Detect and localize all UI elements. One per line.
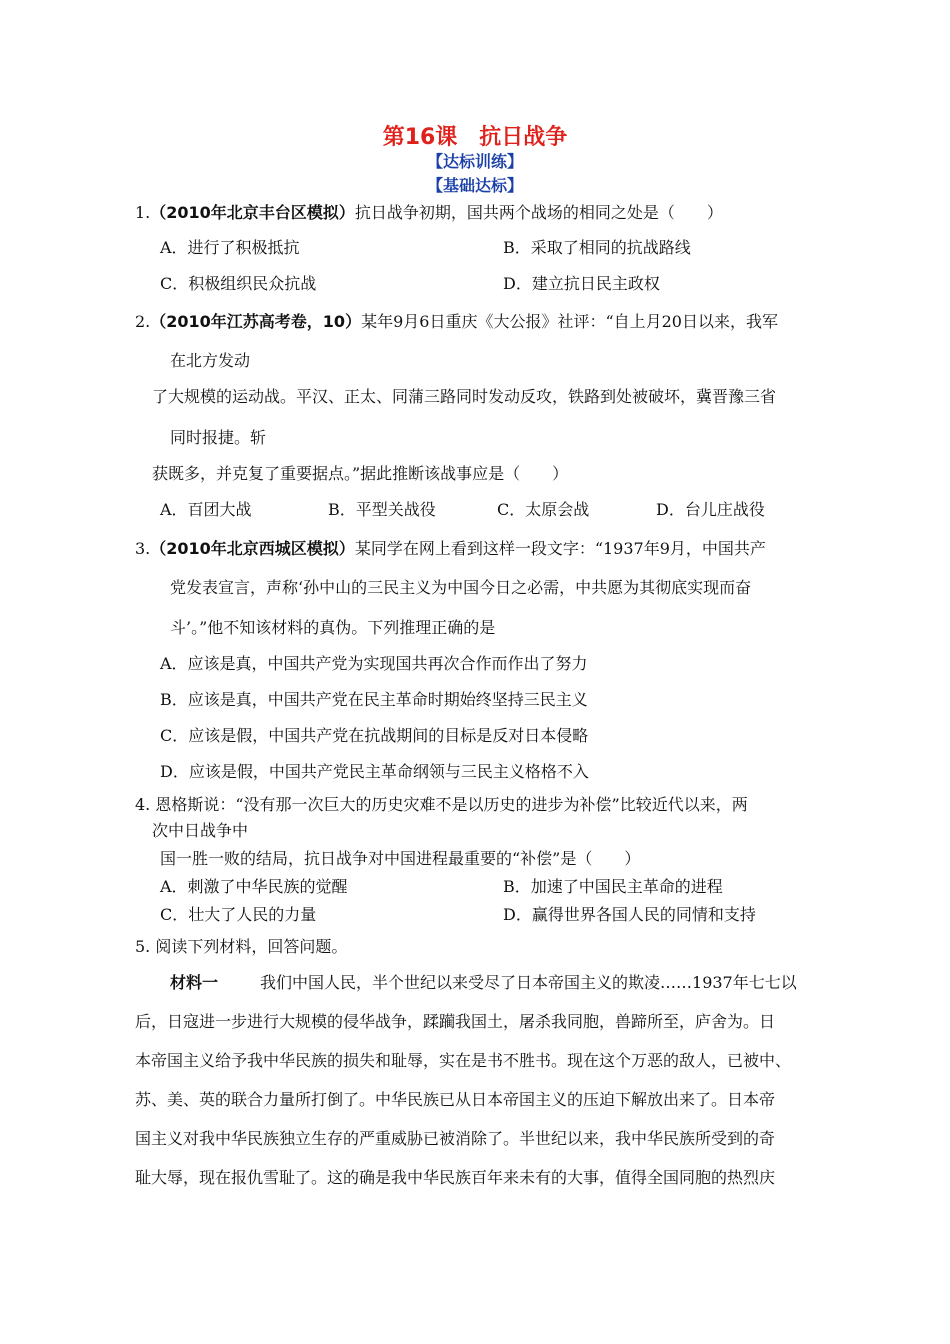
material-paragraph-line: 材料一 我们中国人民，半个世纪以来受尽了日本帝国主义的欺凌……1937年七七以	[170, 973, 797, 992]
material-paragraph-line: 耻大辱，现在报仇雪耻了。这的确是我中华民族百年来未有的大事，值得全国同胞的热烈庆	[135, 1168, 776, 1187]
q1-option-d: D．建立抗日民主政权	[503, 274, 660, 293]
question-3-stem: 3.（2010年北京西城区模拟）某同学在网上看到这样一段文字：“1937年9月，中国共产	[135, 539, 766, 558]
q2-text-line: 在北方发动	[170, 351, 251, 370]
question-1-stem: 1.（2010年北京丰台区模拟）抗日战争初期，国共两个战场的相同之处是（ ）	[135, 203, 723, 222]
q2-text-line: 了大规模的运动战。平汉、正太、同蒲三路同时发动反攻，铁路到处被破坏，冀晋豫三省	[152, 387, 777, 406]
question-5-stem: 5. 阅读下列材料，回答问题。	[135, 937, 348, 956]
question-source: （2010年北京丰台区模拟）	[150, 203, 355, 222]
q4-text-line: 国一胜一败的结局，抗日战争对中国进程最重要的“补偿”是（ ）	[160, 849, 641, 868]
q4-option-a: A．刺激了中华民族的觉醒	[160, 877, 348, 896]
section-heading: 【达标训练】	[426, 152, 523, 171]
q3-option-a: A．应该是真，中国共产党为实现国共再次合作而作出了努力	[160, 654, 588, 673]
q4-option-c: C．壮大了人民的力量	[160, 905, 317, 924]
q3-text-line: 党发表宣言，声称‘孙中山的三民主义为中国今日之必需，中共愿为其彻底实现而奋	[170, 578, 752, 597]
q4-option-b: B．加速了中国民主革命的进程	[503, 877, 723, 896]
q1-option-b: B．采取了相同的抗战路线	[503, 238, 691, 257]
material-paragraph-line: 苏、美、英的联合力量所打倒了。中华民族已从日本帝国主义的压迫下解放出来了。日本帝	[135, 1090, 776, 1109]
material-label: 材料一	[170, 973, 219, 992]
q1-option-a: A．进行了积极抵抗	[160, 238, 300, 257]
material-paragraph-line: 本帝国主义给予我中华民族的损失和耻辱，实在是书不胜书。现在这个万恶的敌人，已被中、	[135, 1051, 792, 1070]
subsection-heading: 【基础达标】	[426, 176, 523, 195]
q4-option-d: D．赢得世界各国人民的同情和支持	[503, 905, 756, 924]
q2-text-line: 获既多，并克复了重要据点。”据此推断该战事应是（ ）	[152, 464, 569, 483]
page-title: 第16课 抗日战争	[382, 125, 568, 150]
q3-option-d: D．应该是假，中国共产党民主革命纲领与三民主义格格不入	[160, 762, 589, 781]
question-2-stem: 2.（2010年江苏高考卷，10）某年9月6日重庆《大公报》社评：“自上月20日以来，我军	[135, 312, 778, 331]
q2-option-a: A．百团大战	[160, 500, 252, 519]
q2-text-line: 同时报捷。斩	[170, 428, 267, 447]
material-paragraph-line: 后，日寇进一步进行大规模的侵华战争，蹂躏我国土，屠杀我同胞，兽蹄所至，庐舍为。日	[135, 1012, 776, 1031]
q3-text-line: 斗’。”他不知该材料的真伪。下列推理正确的是	[170, 618, 496, 637]
question-4-stem: 4. 恩格斯说：“没有那一次巨大的历史灾难不是以历史的进步为补偿”比较近代以来，两	[135, 795, 748, 814]
question-source: （2010年江苏高考卷，10）	[150, 312, 362, 331]
q2-option-b: B．平型关战役	[328, 500, 436, 519]
q1-option-c: C．积极组织民众抗战	[160, 274, 317, 293]
q3-option-c: C．应该是假，中国共产党在抗战期间的目标是反对日本侵略	[160, 726, 589, 745]
q4-text-line: 次中日战争中	[152, 821, 249, 840]
q3-option-b: B．应该是真，中国共产党在民主革命时期始终坚持三民主义	[160, 690, 588, 709]
q2-option-d: D．台儿庄战役	[656, 500, 765, 519]
q2-option-c: C．太原会战	[497, 500, 590, 519]
question-source: （2010年北京西城区模拟）	[150, 539, 355, 558]
material-paragraph-line: 国主义对我中华民族独立生存的严重威胁已被消除了。半世纪以来，我中华民族所受到的奇	[135, 1129, 776, 1148]
